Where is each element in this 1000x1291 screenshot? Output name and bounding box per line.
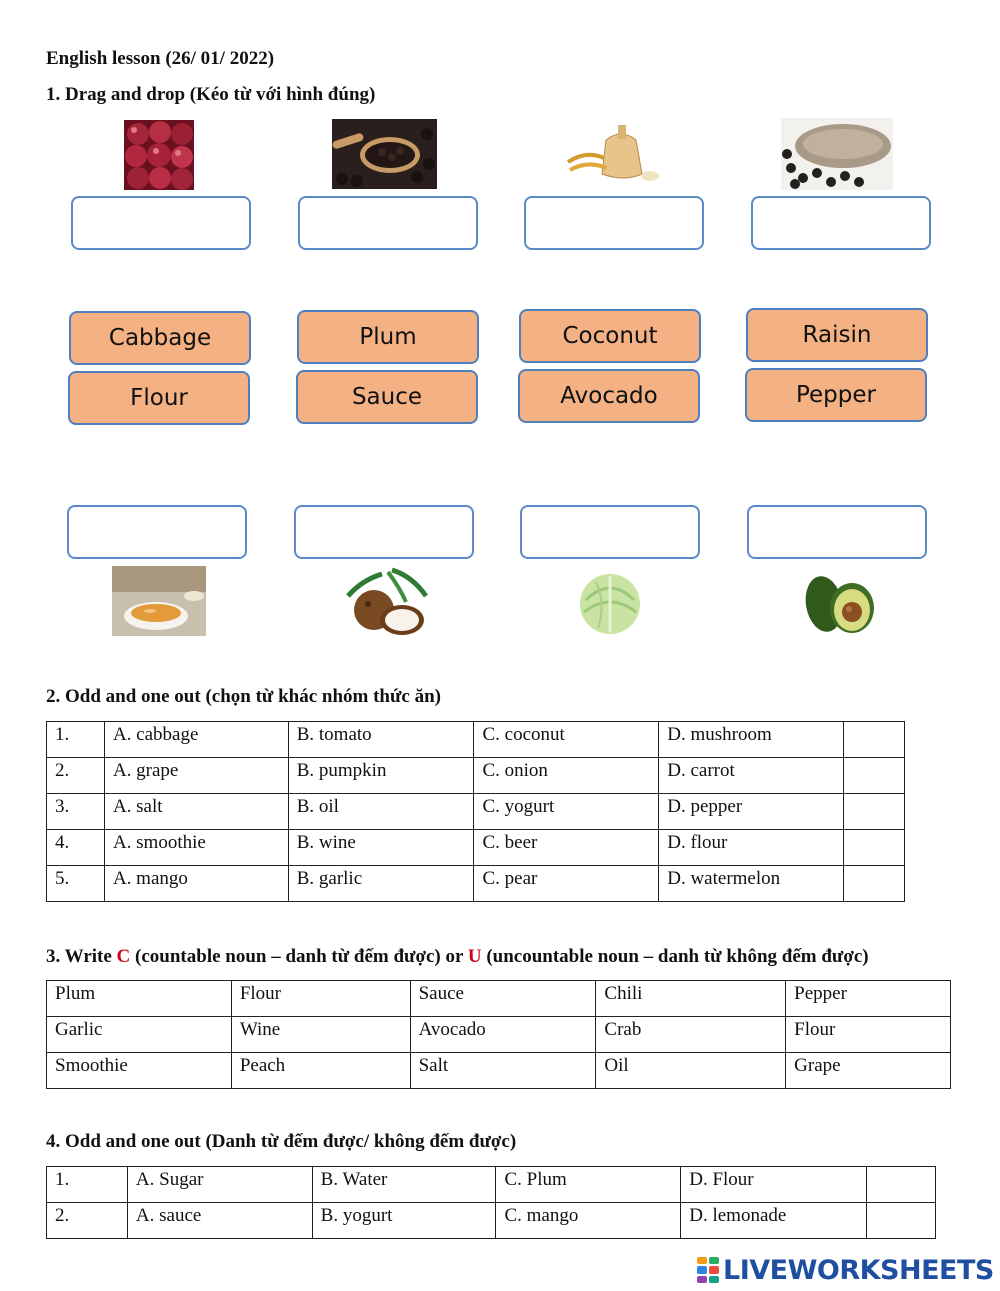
noun-cell[interactable]: Garlic (47, 1017, 232, 1053)
table-row (47, 1053, 951, 1089)
option-c: C. beer (474, 830, 659, 866)
countable-table (46, 980, 951, 1089)
question-number: 1. (47, 722, 105, 758)
word-tile-cabbage[interactable]: Cabbage (69, 311, 251, 365)
noun-cell[interactable]: Flour (231, 981, 410, 1017)
option-b: B. oil (288, 794, 474, 830)
option-d: D. pepper (659, 794, 844, 830)
noun-cell[interactable]: Grape (786, 1053, 951, 1089)
table-row (47, 758, 905, 794)
option-a: A. grape (104, 758, 288, 794)
noun-cell[interactable]: Flour (786, 1017, 951, 1053)
option-b: B. yogurt (312, 1203, 496, 1239)
noun-cell[interactable]: Chili (596, 981, 786, 1017)
plum-picture (124, 120, 194, 190)
drop-box-coconut[interactable] (294, 505, 474, 559)
table-row (47, 1017, 951, 1053)
option-b: B. wine (288, 830, 474, 866)
odd-one-out-table-1 (46, 721, 905, 902)
answer-cell[interactable] (844, 722, 905, 758)
noun-cell[interactable]: Smoothie (47, 1053, 232, 1089)
option-d: D. Flour (681, 1167, 867, 1203)
section-3-title-prefix: 3. Write (46, 946, 117, 967)
noun-cell[interactable]: Plum (47, 981, 232, 1017)
section-1-title: 1. Drag and drop (Kéo từ với hình đúng) (46, 84, 376, 105)
word-tile-flour[interactable]: Flour (68, 371, 250, 425)
noun-cell[interactable]: Oil (596, 1053, 786, 1089)
option-d: D. mushroom (659, 722, 844, 758)
option-c: C. onion (474, 758, 659, 794)
coconut-picture (342, 566, 430, 638)
option-b: B. pumpkin (288, 758, 474, 794)
option-a: A. Sugar (127, 1167, 312, 1203)
option-a: A. salt (104, 794, 288, 830)
word-tile-coconut[interactable]: Coconut (519, 309, 701, 363)
option-a: A. cabbage (104, 722, 288, 758)
drop-box-raisin[interactable] (298, 196, 478, 250)
section-3-title-mid: (countable noun – danh từ đếm được) or (130, 946, 468, 967)
drop-box-cabbage[interactable] (520, 505, 700, 559)
drop-box-avocado[interactable] (747, 505, 927, 559)
section-2-title: 2. Odd and one out (chọn từ khác nhóm thức ăn) (46, 686, 441, 707)
uncountable-letter: U (467, 946, 482, 967)
question-number: 1. (47, 1167, 128, 1203)
option-a: A. smoothie (104, 830, 288, 866)
avocado-picture (802, 568, 876, 634)
table-row (47, 981, 951, 1017)
drop-box-plum[interactable] (71, 196, 251, 250)
option-d: D. watermelon (659, 866, 844, 902)
answer-cell[interactable] (844, 866, 905, 902)
word-tile-sauce[interactable]: Sauce (296, 370, 478, 424)
option-b: B. garlic (288, 866, 474, 902)
answer-cell[interactable] (844, 758, 905, 794)
page-title: English lesson (26/ 01/ 2022) (46, 48, 275, 69)
brand-name: LIVEWORKSHEETS (723, 1254, 994, 1286)
option-d: D. carrot (659, 758, 844, 794)
logo-mark-icon (697, 1257, 719, 1283)
noun-cell[interactable]: Sauce (410, 981, 596, 1017)
option-b: B. tomato (288, 722, 474, 758)
noun-cell[interactable]: Avocado (410, 1017, 596, 1053)
option-c: C. mango (496, 1203, 681, 1239)
table-row (47, 830, 905, 866)
word-tile-avocado[interactable]: Avocado (518, 369, 700, 423)
word-tile-raisin[interactable]: Raisin (746, 308, 928, 362)
question-number: 5. (47, 866, 105, 902)
option-b: B. Water (312, 1167, 496, 1203)
raisin-picture (332, 119, 437, 189)
table-row (47, 866, 905, 902)
noun-cell[interactable]: Salt (410, 1053, 596, 1089)
sauce-picture (112, 566, 206, 636)
option-c: C. Plum (496, 1167, 681, 1203)
question-number: 3. (47, 794, 105, 830)
table-row (47, 794, 905, 830)
answer-cell[interactable] (844, 830, 905, 866)
question-number: 2. (47, 1203, 128, 1239)
noun-cell[interactable]: Peach (231, 1053, 410, 1089)
word-tile-pepper[interactable]: Pepper (745, 368, 927, 422)
cabbage-picture (576, 570, 644, 636)
answer-cell[interactable] (867, 1167, 936, 1203)
answer-cell[interactable] (844, 794, 905, 830)
option-d: D. lemonade (681, 1203, 867, 1239)
answer-cell[interactable] (867, 1203, 936, 1239)
drop-box-sauce[interactable] (67, 505, 247, 559)
pepper-picture (781, 118, 893, 190)
table-row (47, 722, 905, 758)
noun-cell[interactable]: Wine (231, 1017, 410, 1053)
option-c: C. coconut (474, 722, 659, 758)
drop-box-flour[interactable] (524, 196, 704, 250)
option-c: C. pear (474, 866, 659, 902)
section-4-title: 4. Odd and one out (Danh từ đếm được/ không đếm được) (46, 1131, 517, 1152)
option-c: C. yogurt (474, 794, 659, 830)
flour-picture (566, 122, 660, 184)
noun-cell[interactable]: Pepper (786, 981, 951, 1017)
countable-letter: C (116, 946, 131, 967)
drop-box-pepper[interactable] (751, 196, 931, 250)
option-d: D. flour (659, 830, 844, 866)
table-row (47, 1167, 936, 1203)
option-a: A. sauce (127, 1203, 312, 1239)
odd-one-out-table-2 (46, 1166, 936, 1239)
section-3-title (46, 946, 869, 968)
question-number: 4. (47, 830, 105, 866)
noun-cell[interactable]: Crab (596, 1017, 786, 1053)
section-3-title-suffix: (uncountable noun – danh từ không đếm được) (481, 946, 869, 967)
word-tile-plum[interactable]: Plum (297, 310, 479, 364)
table-row (47, 1203, 936, 1239)
liveworksheets-logo[interactable] (697, 1254, 994, 1286)
question-number: 2. (47, 758, 105, 794)
option-a: A. mango (104, 866, 288, 902)
